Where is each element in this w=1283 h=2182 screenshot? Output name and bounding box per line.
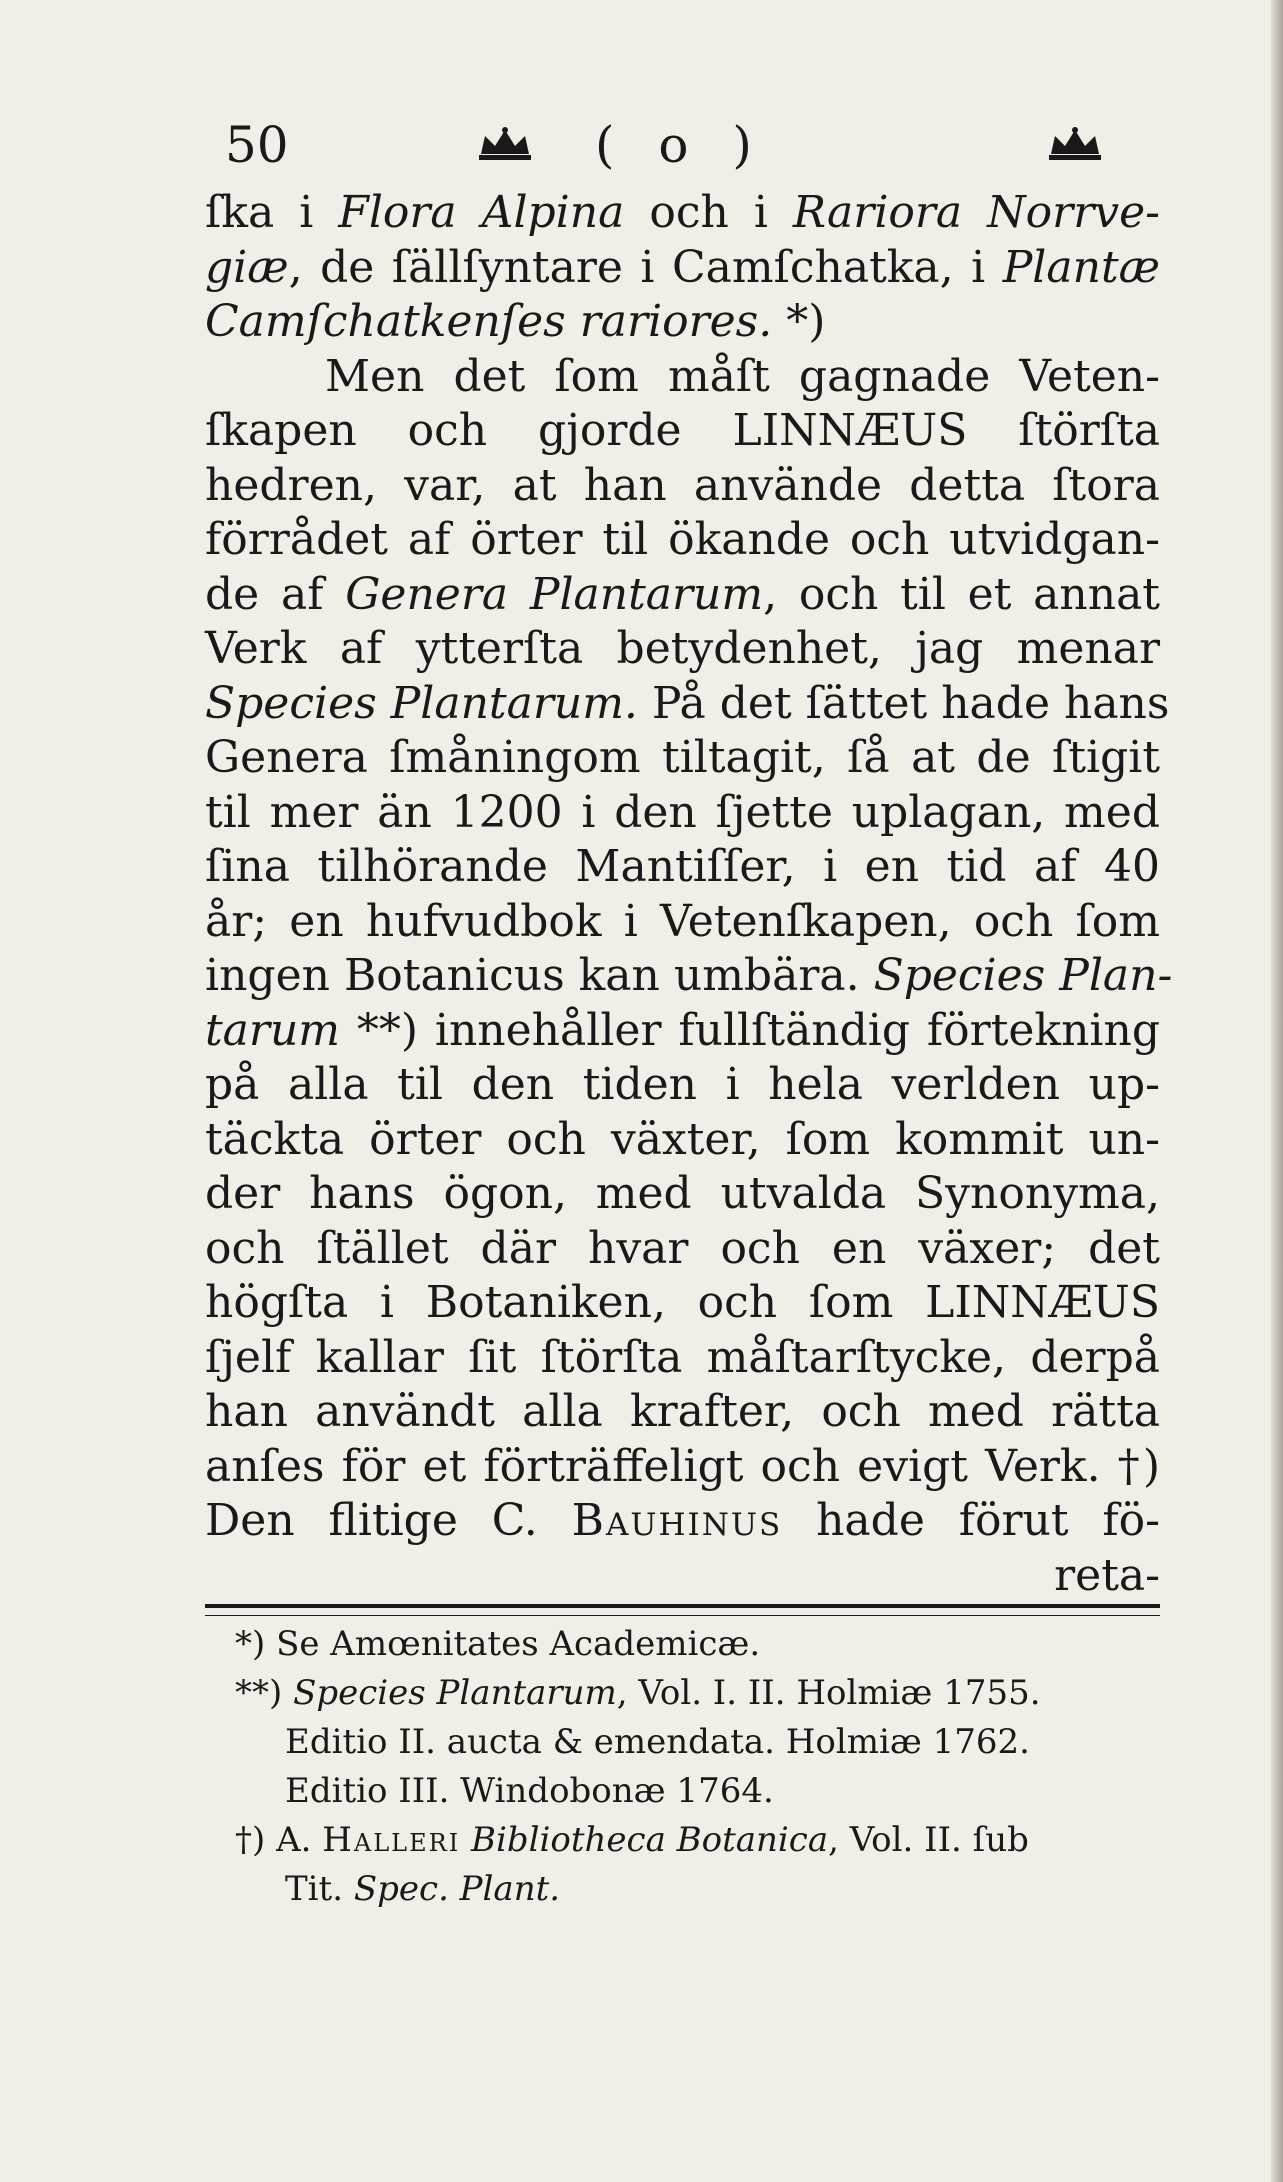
footnote-rule — [205, 1604, 1160, 1616]
text-run: och ſtället där hvar och en växer; det — [205, 1222, 1160, 1274]
text-run: hedren, var, at han använde detta ſtora — [205, 459, 1160, 511]
text-run: Species Plan- — [873, 950, 1173, 1001]
page-header — [225, 110, 925, 180]
text-run: Bibliotheca Botanica — [471, 1820, 829, 1860]
text-line — [205, 568, 1160, 623]
text-line — [205, 513, 1160, 568]
text-run: Tit. — [285, 1869, 354, 1909]
text-run: Flora Alpina — [338, 187, 625, 238]
header-mark: ( o ) — [595, 116, 766, 174]
text-run: Halleri — [322, 1820, 461, 1860]
text-run: , och til et annat — [763, 568, 1160, 620]
text-run: ingen Botanicus kan umbära. — [205, 950, 874, 1001]
text-line — [205, 731, 1160, 786]
crown-ornament-icon — [475, 124, 535, 164]
text-run: täckta örter och växter, ſom kommit un- — [205, 1113, 1160, 1165]
text-run: , Vol. I. II. Holmiæ 1755. — [616, 1673, 1041, 1713]
text-run: ſina tilhörande Mantiſſer, i en tid af 40 — [205, 841, 1160, 892]
text-line — [205, 840, 1160, 895]
text-line — [205, 1494, 1160, 1549]
text-line — [205, 350, 1160, 405]
text-run — [460, 1820, 471, 1860]
footnote-line — [235, 1620, 1155, 1669]
footnote-line — [235, 1767, 1155, 1816]
footnote-line — [235, 1816, 1155, 1865]
text-run: Editio II. aucta & emendata. Holmiæ 1762. — [285, 1722, 1030, 1762]
text-run: Plantæ — [1002, 241, 1160, 293]
text-line — [205, 1276, 1160, 1331]
text-line — [205, 241, 1160, 296]
text-line — [205, 677, 1170, 732]
text-line — [205, 622, 1160, 677]
text-line — [205, 404, 1160, 459]
text-run: han användt alla krafter, och med rätta — [205, 1386, 1160, 1437]
text-run: Camſchatkenſes rariores. — [205, 296, 773, 347]
text-run: Editio III. Windobonæ 1764. — [285, 1771, 774, 1811]
text-run: †) A. — [235, 1820, 323, 1860]
text-run: *) — [772, 296, 826, 347]
text-run: på alla til den tiden i hela verlden up- — [205, 1059, 1160, 1110]
catchword: reta- — [1054, 1549, 1160, 1601]
footnote-line — [235, 1865, 1155, 1914]
text-run: högſta i Botaniken, och ſom LINNÆUS — [205, 1277, 1160, 1328]
text-line — [205, 1058, 1160, 1113]
text-line — [205, 1113, 1160, 1168]
text-line — [205, 1385, 1160, 1440]
text-run: Species Plantarum. — [205, 677, 638, 729]
text-line — [205, 1167, 1160, 1222]
text-run: tarum — [205, 1004, 341, 1056]
text-line — [205, 1004, 1160, 1059]
text-run: På det ſättet hade hans — [637, 677, 1170, 729]
text-line — [205, 459, 1160, 514]
text-run: Spec. Plant. — [353, 1869, 561, 1909]
text-run: ſkapen och gjorde LINNÆUS ſtörſta — [205, 405, 1160, 456]
text-line — [205, 1222, 1160, 1277]
footnote-line — [235, 1669, 1155, 1718]
body-text — [205, 186, 1173, 1603]
page-number: 50 — [225, 116, 289, 174]
text-run: Men det ſom måſt gagnade Veten- — [325, 350, 1160, 402]
text-line — [205, 949, 1173, 1004]
text-run: , de ſällſyntare i Camſchatka, i — [288, 241, 1003, 293]
text-run: Bauhinus — [571, 1495, 783, 1546]
text-run: **) innehåller fullſtändig förtekning — [340, 1004, 1160, 1056]
page-edge — [1271, 0, 1283, 2182]
text-line — [205, 295, 1160, 350]
footnote-line — [235, 1718, 1155, 1767]
text-run: der hans ögon, med utvalda Synonyma, — [205, 1168, 1160, 1219]
text-run: Genera ſmåningom tiltagit, ſå at de ſtigit — [205, 732, 1160, 783]
text-line — [205, 786, 1160, 841]
text-run: **) — [235, 1673, 294, 1713]
text-run: förrådet af örter til ökande och utvidgan- — [205, 514, 1160, 565]
text-run: ſka i — [205, 187, 339, 238]
text-line — [205, 1331, 1160, 1386]
text-line — [205, 186, 1160, 241]
text-line — [205, 1440, 1160, 1495]
crown-ornament-icon — [1045, 124, 1105, 164]
text-run: Den flitige C. — [205, 1495, 572, 1546]
text-run: år; en hufvudbok i Vetenſkapen, och ſom — [205, 895, 1160, 947]
text-run: Species Plantarum — [293, 1673, 617, 1713]
text-run: anſes för et förträffeligt och evigt Verk. †) — [205, 1440, 1160, 1492]
text-line — [205, 895, 1160, 950]
text-run: *) Se Amœnitates Academicæ. — [235, 1624, 761, 1664]
text-run: de af — [205, 568, 346, 620]
text-run: til mer än 1200 i den ſjette uplagan, med — [205, 786, 1160, 838]
text-run: och i — [624, 187, 793, 238]
text-run: giæ — [205, 241, 289, 293]
text-run: ſjelf kallar ſit ſtörſta måſtarſtycke, derpå — [205, 1331, 1160, 1383]
footnotes — [235, 1620, 1155, 1914]
text-run: Verk af ytterſta betydenhet, jag menar — [205, 623, 1160, 674]
text-run: , Vol. II. ſub — [828, 1820, 1029, 1860]
text-run: Genera Plantarum — [345, 568, 764, 620]
text-run: Rariora Norrve- — [792, 187, 1160, 238]
text-run: hade förut fö- — [782, 1495, 1160, 1546]
